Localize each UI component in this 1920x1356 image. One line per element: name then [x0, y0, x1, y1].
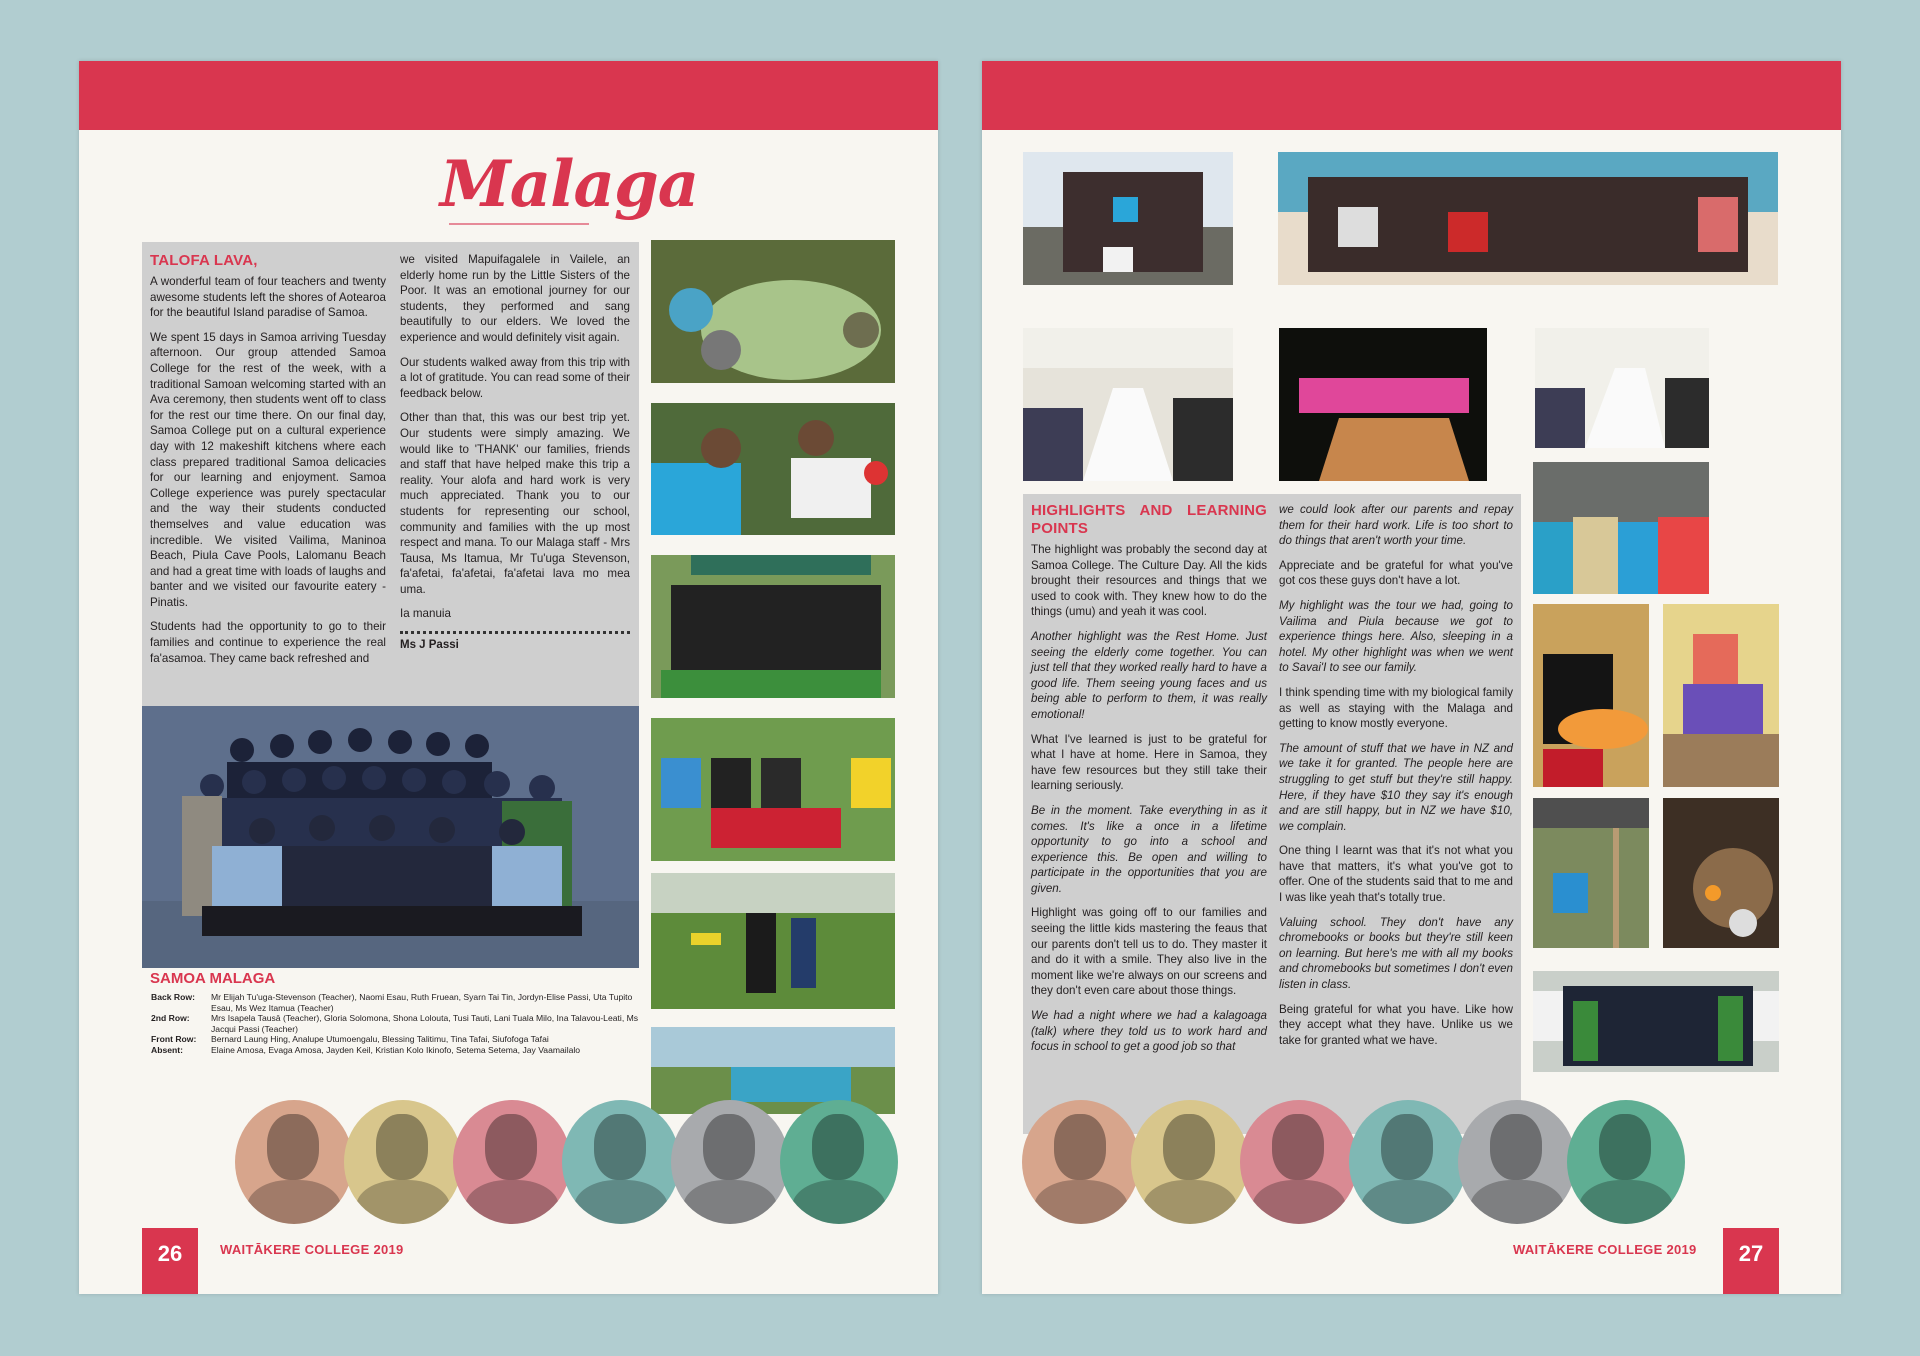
header-bar — [79, 61, 938, 130]
photo-coconut-husking — [1663, 604, 1779, 787]
photo-umu-leaves — [651, 240, 895, 383]
portrait-strip — [235, 1100, 895, 1224]
portrait-strip — [1022, 1100, 1682, 1224]
photo-dining-2 — [1535, 328, 1709, 448]
caption-row-label: Absent: — [151, 1044, 183, 1055]
caption-row-names: Mr Elijah Tu'uga-Stevenson (Teacher), Naomi Esau, Ruth Fruean, Syarn Tai Tin, Jordyn-Elise Passi, Uta Tupito Esau, Ms Wez Itamua (Teacher) — [211, 992, 633, 1013]
caption-row-label: Back Row: — [151, 992, 195, 1002]
intro-heading: TALOFA LAVA, — [150, 252, 258, 269]
portrait — [344, 1100, 462, 1224]
intro-column-2 — [400, 252, 630, 654]
intro-panel — [142, 242, 639, 752]
page-title: Malaga — [439, 147, 699, 222]
caption-row-label: 2nd Row: — [151, 1013, 190, 1024]
photo-group-seawall — [1023, 152, 1233, 285]
caption-row-label: Front Row: — [151, 1034, 197, 1045]
photo-shelter — [1533, 798, 1649, 948]
quote: Another highlight was the Rest Home. Just seeing the elderly come together. You can just tell that they worked really hard to have a good life. Them seeing young faces and us being able to perform to them, it was really emotional! — [1031, 629, 1267, 721]
portrait — [671, 1100, 789, 1224]
quote: Appreciate and be grateful for what you've got cos these guys don't have a lot. — [1279, 558, 1513, 588]
paragraph: Ia manuia — [400, 607, 451, 621]
group-caption — [151, 992, 651, 1056]
quote: I think spending time with my biological family as well as staying with the Malaga and getting to know mostly everyone. — [1279, 685, 1513, 731]
quote: What I've learned is just to be grateful for what I have at home. Here in Samoa, they have few resources but they still take their learning seriously. — [1031, 732, 1267, 793]
portrait — [1131, 1100, 1249, 1224]
footer-text: WAITĀKERE COLLEGE 2019 — [1513, 1242, 1697, 1257]
caption-row — [151, 1045, 651, 1056]
signature-divider — [400, 631, 630, 634]
photo-dining-1 — [1023, 328, 1233, 481]
highlights-column-1 — [1031, 502, 1267, 1064]
quote: My highlight was the tour we had, going to Vailima and Piula because we got to experience things here. Also, sleeping in a hotel. My other highlight was when we went to Savai'I to see our family. — [1279, 598, 1513, 675]
caption-row — [151, 1034, 651, 1045]
paragraph: Students had the opportunity to go to their families and continue to experience the real fa'asamoa. They came back refreshed and — [150, 620, 386, 665]
highlights-column-2 — [1279, 502, 1513, 1057]
header-bar — [982, 61, 1841, 130]
photo-night-table — [1279, 328, 1487, 481]
portrait — [1349, 1100, 1467, 1224]
group-photo — [142, 706, 639, 968]
quote: The highlight was probably the second day at Samoa College. The Culture Day. All the kids brought their resources and things that we used to cook with. They knew how to do the things (umu) and yeah it was cool. — [1031, 543, 1267, 619]
signature: Ms J Passi — [400, 639, 459, 652]
highlights-heading: HIGHLIGHTS AND LEARNING POINTS — [1031, 502, 1267, 537]
caption-row-names: Bernard Laung Hing, Analupe Utumoengalu, Blessing Talitimu, Tina Tafai, Siufofoga Tafai — [211, 1034, 549, 1045]
caption-title: SAMOA MALAGA — [150, 970, 276, 987]
photo-umu-fire — [1663, 798, 1779, 948]
paragraph: A wonderful team of four teachers and twenty awesome students left the shores of Aotearoa for the beautiful Island paradise of Samoa. — [150, 275, 386, 320]
portrait — [235, 1100, 353, 1224]
paragraph: We spent 15 days in Samoa arriving Tuesday afternoon. Our group attended Samoa College for the rest of the week, with a traditional Samoan welcoming started with an Ava ceremony, then students went off to class for the rest our time there. On our final day, Samoa College put on a cultural experience day with 12 makeshift kitchens where each class prepared traditional Samoa delicacies for our learning and enjoyment. Samoa College experience was purely spectacular and the way their students conducted themselves and value education was incredible. We visited Vailima, Maninoa Beach, Piula Cave Pools, Lalomanu Beach and had a great time with loads of laughs and banter and we visited our favourite eatery - Pinatis. — [150, 330, 386, 609]
portrait — [1567, 1100, 1685, 1224]
portrait — [780, 1100, 898, 1224]
title-underline — [449, 223, 589, 225]
left-page — [79, 61, 938, 1294]
page-number: 27 — [1723, 1228, 1779, 1294]
photo-beach-group — [1278, 152, 1778, 285]
quote: Valuing school. They don't have any chromebooks or books but they're still keen on learning. But here's me with all my books and chromebooks but sometimes I don't even listen in class. — [1279, 915, 1513, 992]
caption-row-names: Mrs Isapela Tausā (Teacher), Gloria Solomona, Shona Lolouta, Tusi Tauti, Lani Tuala Milo, Ina Talavou-Leati, Ms Jacqui Passi (Teacher) — [211, 1013, 639, 1034]
caption-row — [151, 1013, 651, 1034]
quote: Being grateful for what you have. Like how they accept what they have. Unlike us we take for granted what we have. — [1279, 1002, 1513, 1047]
caption-row — [151, 992, 651, 1013]
paragraph: Other than that, this was our best trip yet. Our students were simply amazing. We would like to 'THANK' our families, friends and staff that have helped make this trip a reality. Your alofa and hard work is very much appreciated. Thank you to our students for representing our school, community and families with the up most respect and mana. To our Malaga staff - Mrs Tausa, Ms Itamua, Mr Tu'uga Stevenson, fa'afetai, fa'afetai, fa'afetai lava mo mea uma. — [400, 411, 630, 596]
photo-rest-home — [1533, 462, 1709, 594]
quote: One thing I learnt was that it's not what you have that matters, it's what you've got to offer. One of the students said that to me and I was like yeah that's totally true. — [1279, 844, 1513, 905]
photo-dance-field — [651, 873, 895, 1009]
page-number: 26 — [142, 1228, 198, 1294]
photo-kava-bowl — [1533, 604, 1649, 787]
portrait — [562, 1100, 680, 1224]
intro-column-1 — [150, 252, 386, 666]
photo-group-lavalava — [651, 718, 895, 861]
highlights-panel — [1023, 494, 1521, 1134]
portrait — [453, 1100, 571, 1224]
quote: We had a night where we had a kalagoaga (talk) where they told us to work hard and focus in school to get a good job so that — [1031, 1009, 1267, 1054]
quote: Be in the moment. Take everything in as it comes. It's like a once in a lifetime opportunity to go into a school and experience this. Be open and willing to participate in the opportunities that you are given. — [1031, 803, 1267, 895]
paragraph: Our students walked away from this trip with a lot of gratitude. You can read some of their feedback below. — [400, 355, 630, 400]
photo-group-tent — [651, 555, 895, 698]
photo-students-cooking — [651, 403, 895, 535]
quote: The amount of stuff that we have in NZ and we take it for granted. The people here are struggling to get stuff but they're still happy. Here, if they have $10 they say it's enough and are still happy, but in NZ we have $10, we complain. — [1279, 741, 1513, 833]
photo-group-vans — [1533, 971, 1779, 1072]
paragraph: we visited Mapuifagalele in Vailele, an elderly home run by the Little Sisters of the Poor. It was an emotional journey for our students, they performed and sang beautifully to our elders. We loved the experience and would definitely visit again. — [400, 253, 630, 344]
portrait — [1458, 1100, 1576, 1224]
quote: we could look after our parents and repay them for their hard work. Life is too short to do things that aren't worth your time. — [1279, 503, 1513, 548]
caption-row-names: Elaine Amosa, Evaga Amosa, Jayden Keil, Kristian Kolo Ikinofo, Setema Setema, Jay Vaamailalo — [211, 1044, 581, 1055]
portrait — [1022, 1100, 1140, 1224]
footer-text: WAITĀKERE COLLEGE 2019 — [220, 1242, 404, 1257]
right-page — [982, 61, 1841, 1294]
quote: Highlight was going off to our families and seeing the little kids mastering the feaus that our parents don't tell us to do. They master it and do it with a smile. They also live in the moment like we're always on our screens and they don't even care about those things. — [1031, 906, 1267, 998]
portrait — [1240, 1100, 1358, 1224]
